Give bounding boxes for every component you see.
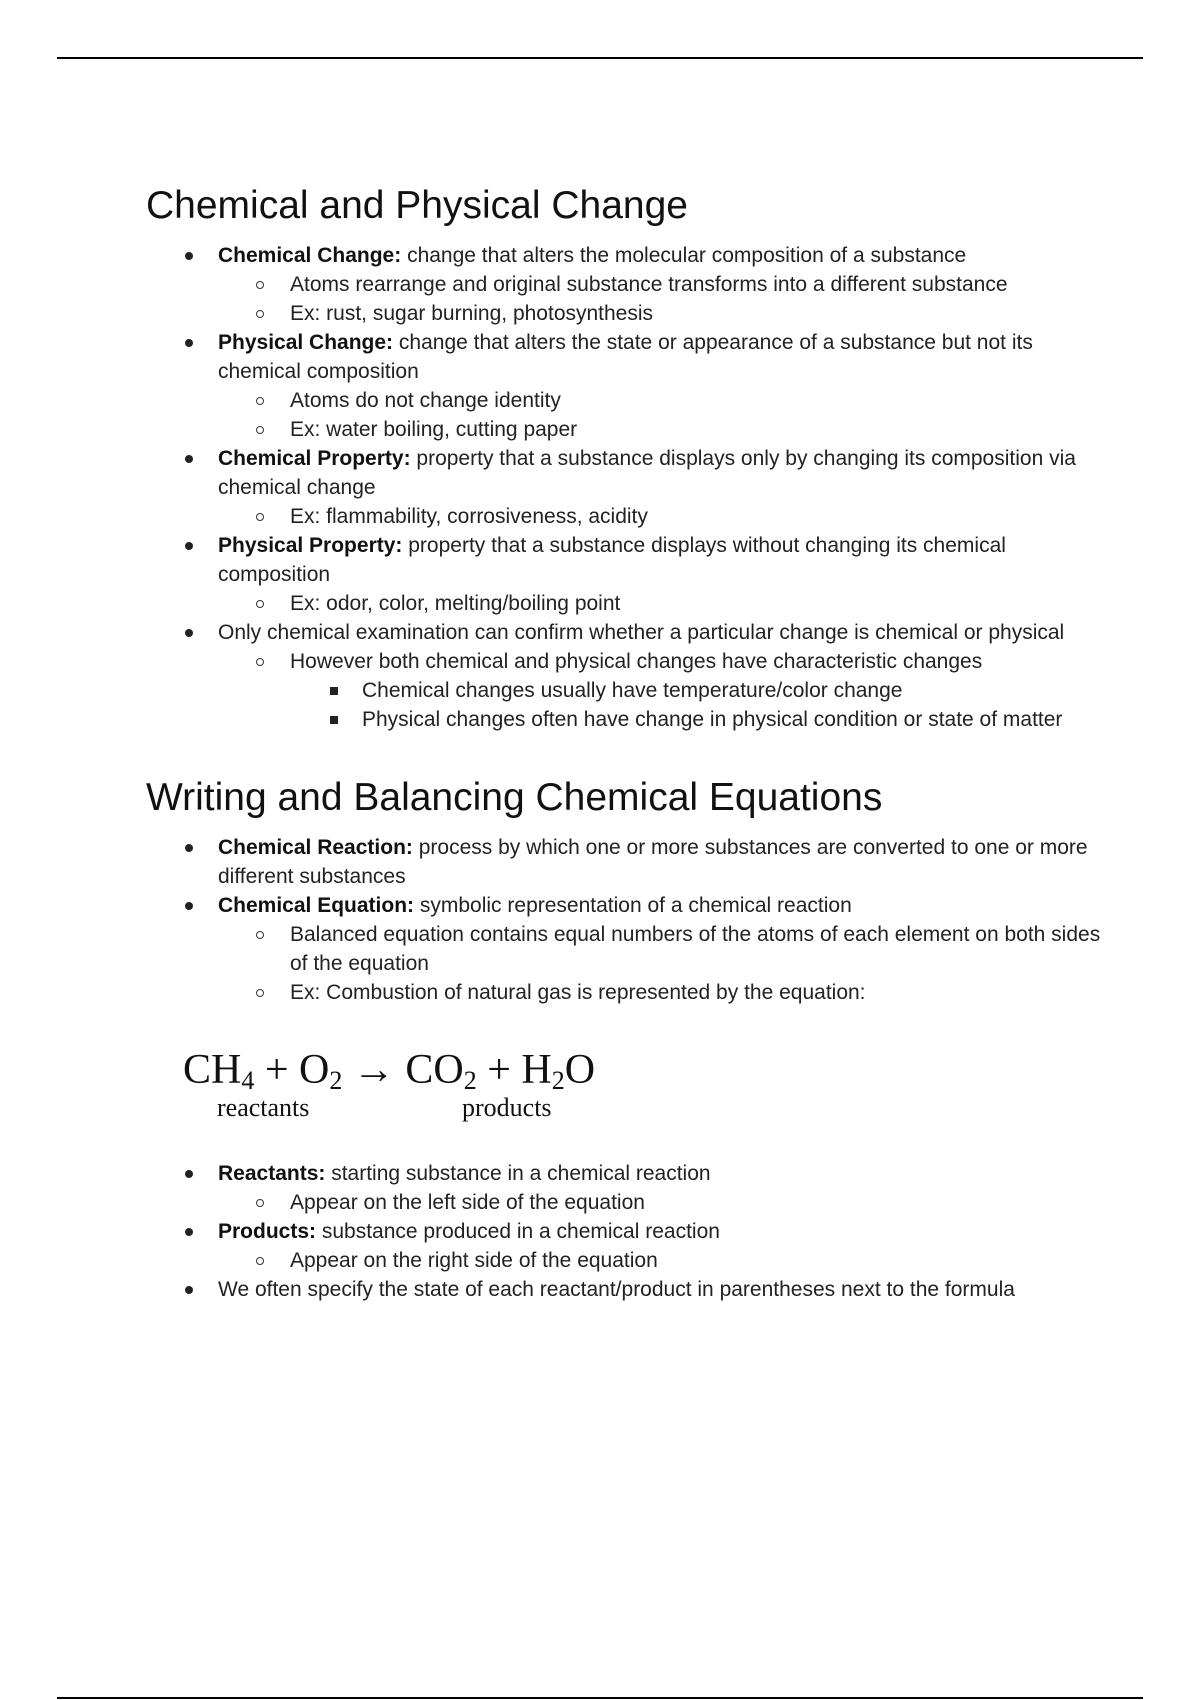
sub-sub-list-item: Physical changes often have change in physical condition or state of matter bbox=[290, 705, 1106, 734]
sub-list-item: However both chemical and physical changes have characteristic changes Chemical changes usually have temperature/color change Physical changes often have change in physical condition or state of matter bbox=[218, 647, 1106, 734]
definition: change that alters the state or appearance of a substance but not its chemical composition bbox=[218, 331, 1033, 383]
definition: property that a substance displays without changing its chemical composition bbox=[218, 534, 1006, 586]
section-title: Chemical and Physical Change bbox=[146, 184, 688, 227]
list-item bbox=[146, 241, 1106, 328]
bullet-icon bbox=[185, 1228, 193, 1236]
list-item bbox=[146, 833, 1106, 891]
list-item bbox=[146, 618, 1106, 734]
list-item bbox=[146, 531, 1106, 618]
term: Reactants: bbox=[218, 1162, 326, 1185]
circle-bullet-icon bbox=[256, 600, 264, 608]
circle-bullet-icon bbox=[256, 281, 264, 289]
list-item bbox=[146, 1217, 1106, 1275]
sub-list-item: Ex: flammability, corrosiveness, acidity bbox=[218, 502, 1106, 531]
list-item bbox=[146, 328, 1106, 444]
square-bullet-icon bbox=[330, 716, 338, 724]
bullet-icon bbox=[185, 1286, 193, 1294]
term: Chemical Property: bbox=[218, 447, 411, 470]
list-item bbox=[146, 1159, 1106, 1217]
reactants-label: reactants bbox=[217, 1093, 310, 1122]
circle-bullet-icon bbox=[256, 426, 264, 434]
sub-list-item: Ex: water boiling, cutting paper bbox=[218, 415, 1106, 444]
bullet-icon bbox=[185, 339, 193, 347]
list-item bbox=[146, 444, 1106, 531]
term: Physical Property: bbox=[218, 534, 403, 557]
top-rule bbox=[57, 57, 1143, 59]
sub-sub-list-item: Chemical changes usually have temperature/color change bbox=[290, 676, 1106, 705]
definition: We often specify the state of each reactant/product in parentheses next to the formula bbox=[218, 1278, 1015, 1301]
sub-list-item: Atoms do not change identity bbox=[218, 386, 1106, 415]
bottom-rule bbox=[57, 1697, 1143, 1699]
bullet-list bbox=[146, 833, 1106, 1007]
bullet-icon bbox=[185, 1170, 193, 1178]
circle-bullet-icon bbox=[256, 1199, 264, 1207]
definition: Only chemical examination can confirm whether a particular change is chemical or physical bbox=[218, 621, 1065, 644]
bullet-icon bbox=[185, 844, 193, 852]
bullet-list bbox=[146, 1159, 1106, 1304]
term: Chemical Reaction: bbox=[218, 836, 413, 859]
term: Chemical Equation: bbox=[218, 894, 415, 917]
list-item bbox=[146, 1275, 1106, 1304]
definition: process by which one or more substances are converted to one or more different substances bbox=[218, 836, 1088, 888]
definition: property that a substance displays only by changing its composition via chemical change bbox=[218, 447, 1076, 499]
sub-list-item: Ex: Combustion of natural gas is represented by the equation: bbox=[218, 978, 1106, 1007]
circle-bullet-icon bbox=[256, 397, 264, 405]
sub-list-item: Atoms rearrange and original substance transforms into a different substance bbox=[218, 270, 1106, 299]
circle-bullet-icon bbox=[256, 989, 264, 997]
sub-list-item: Balanced equation contains equal numbers of the atoms of each element on both sides of the equation bbox=[218, 920, 1106, 978]
sub-list-item: Ex: rust, sugar burning, photosynthesis bbox=[218, 299, 1106, 328]
circle-bullet-icon bbox=[256, 658, 264, 666]
term: Chemical Change: bbox=[218, 244, 402, 267]
circle-bullet-icon bbox=[256, 513, 264, 521]
bullet-icon bbox=[185, 902, 193, 910]
circle-bullet-icon bbox=[256, 931, 264, 939]
bullet-list bbox=[146, 241, 1106, 734]
bullet-icon bbox=[185, 542, 193, 550]
sub-list-item: Appear on the right side of the equation bbox=[218, 1246, 1106, 1275]
square-bullet-icon bbox=[330, 687, 338, 695]
sub-list-item: Ex: odor, color, melting/boiling point bbox=[218, 589, 1106, 618]
document-body bbox=[146, 180, 1106, 1304]
products-label: products bbox=[462, 1093, 552, 1122]
definition: symbolic representation of a chemical reaction bbox=[419, 894, 852, 917]
sub-list-item: Appear on the left side of the equation bbox=[218, 1188, 1106, 1217]
term: Products: bbox=[218, 1220, 317, 1243]
bullet-icon bbox=[185, 629, 193, 637]
equation-formula: $CH_4 + O_2 \to CO_2 + H_2O$ bbox=[183, 1047, 596, 1095]
term: Physical Change: bbox=[218, 331, 394, 354]
circle-bullet-icon bbox=[256, 1257, 264, 1265]
section-title: Writing and Balancing Chemical Equations bbox=[146, 776, 883, 819]
definition: starting substance in a chemical reaction bbox=[331, 1162, 711, 1185]
list-item bbox=[146, 891, 1106, 1007]
chemical-equation bbox=[183, 1047, 1106, 1125]
definition: change that alters the molecular composition of a substance bbox=[407, 244, 967, 267]
bullet-icon bbox=[185, 252, 193, 260]
circle-bullet-icon bbox=[256, 310, 264, 318]
bullet-icon bbox=[185, 455, 193, 463]
definition: substance produced in a chemical reaction bbox=[321, 1220, 720, 1243]
